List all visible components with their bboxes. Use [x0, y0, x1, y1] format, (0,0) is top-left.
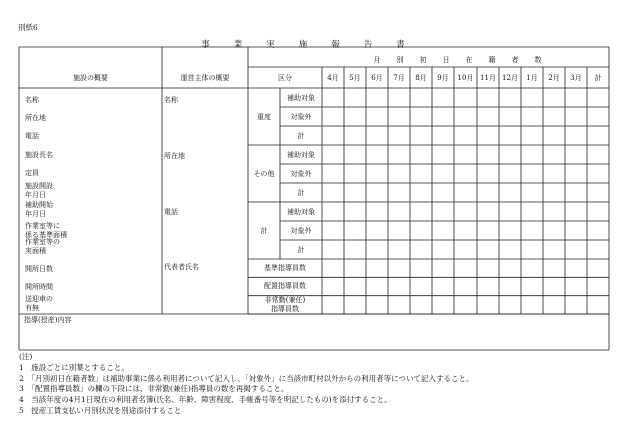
month-header: 4月: [327, 74, 339, 82]
operator-item-label: 所在地: [164, 152, 185, 160]
group-label: 重度: [257, 112, 271, 121]
note-item: 1 施設ごとに別葉とすること。: [19, 362, 129, 372]
operator-item-label: 代表者氏名: [164, 263, 199, 271]
month-header: 計: [594, 74, 602, 82]
subrow-label: 対象外: [290, 170, 312, 178]
facility-item-label: 送迎車の 有無: [25, 295, 53, 312]
facility-item-label: 作業室等の 実面積: [25, 238, 60, 255]
note-item: 2 「月別初日在籍者数」は補助事業に係る利用者について記入し、「対象外」に当該市町村以外からの利用者等について記入すること。: [19, 373, 474, 383]
operator-item-label: 名称: [164, 96, 178, 104]
facility-item-label: 作業室等に 係る基準面積: [25, 222, 67, 239]
extra-row-label: 非常勤(兼任) 指導員数: [264, 296, 306, 313]
extra-row-label: 基準指導員数: [264, 263, 306, 272]
subrow-label: 補助対象: [287, 151, 315, 159]
header-monthly-title: 月別初日在籍者数: [373, 56, 558, 64]
note-item: 5 授産工賃支払い月別状況を別途添付すること: [19, 405, 182, 415]
month-header: 8月: [415, 74, 427, 82]
notes-heading: (注): [19, 352, 33, 361]
document-title: 事業実施報告書: [201, 40, 429, 50]
month-header: 9月: [437, 74, 449, 82]
notes-section: [19, 352, 473, 417]
instruction-label: 指導(授産)内容: [24, 316, 72, 324]
month-header: 11月: [480, 74, 496, 82]
month-header: 1月: [526, 74, 538, 82]
subrow-label: 補助対象: [287, 94, 315, 102]
facility-item-label: 電話: [25, 132, 39, 140]
month-header: 2月: [548, 74, 560, 82]
facility-item-label: 施設長名: [25, 151, 53, 159]
document-label: 別紙6: [18, 23, 38, 32]
facility-item-label: 施設開設 年月日: [25, 182, 53, 199]
header-category: 区分: [278, 74, 292, 82]
extra-row-label: 配置指導員数: [264, 282, 306, 291]
month-header: 12月: [502, 74, 518, 82]
subrow-label: 補助対象: [287, 208, 315, 216]
month-header: 5月: [349, 74, 361, 82]
operator-item-label: 電話: [164, 208, 178, 216]
facility-item-label: 補助開始 年月日: [25, 201, 53, 218]
month-header: 6月: [371, 74, 383, 82]
facility-item-label: 定員: [25, 169, 39, 177]
subrow-label: 対象外: [290, 113, 312, 121]
month-header: 3月: [570, 74, 582, 82]
group-label: 計: [260, 226, 268, 235]
note-item: 3 「配置指導員数」の欄の下段には、非常勤(兼任)指導員の数を再掲すること。: [19, 384, 289, 394]
subrow-label: 計: [297, 132, 305, 140]
group-label: その他: [253, 169, 275, 178]
month-header: 7月: [393, 74, 405, 82]
header-operator: 運営主体の概要: [180, 74, 230, 82]
note-item: 4 当該年度の4月1日現在の利用者名簿(氏名、年齢、障害程度、手帳番号等を明記したもの)を添付すること。: [19, 395, 392, 405]
facility-item-label: 開所時間: [25, 283, 53, 291]
subrow-label: 対象外: [290, 227, 312, 235]
subrow-label: 計: [297, 246, 305, 254]
facility-item-label: 名称: [25, 96, 39, 104]
facility-item-label: 所在地: [25, 114, 46, 122]
facility-item-label: 開所日数: [25, 265, 53, 273]
header-facility: 施設の概要: [73, 74, 108, 82]
month-header: 10月: [457, 74, 474, 82]
subrow-label: 計: [297, 189, 305, 197]
